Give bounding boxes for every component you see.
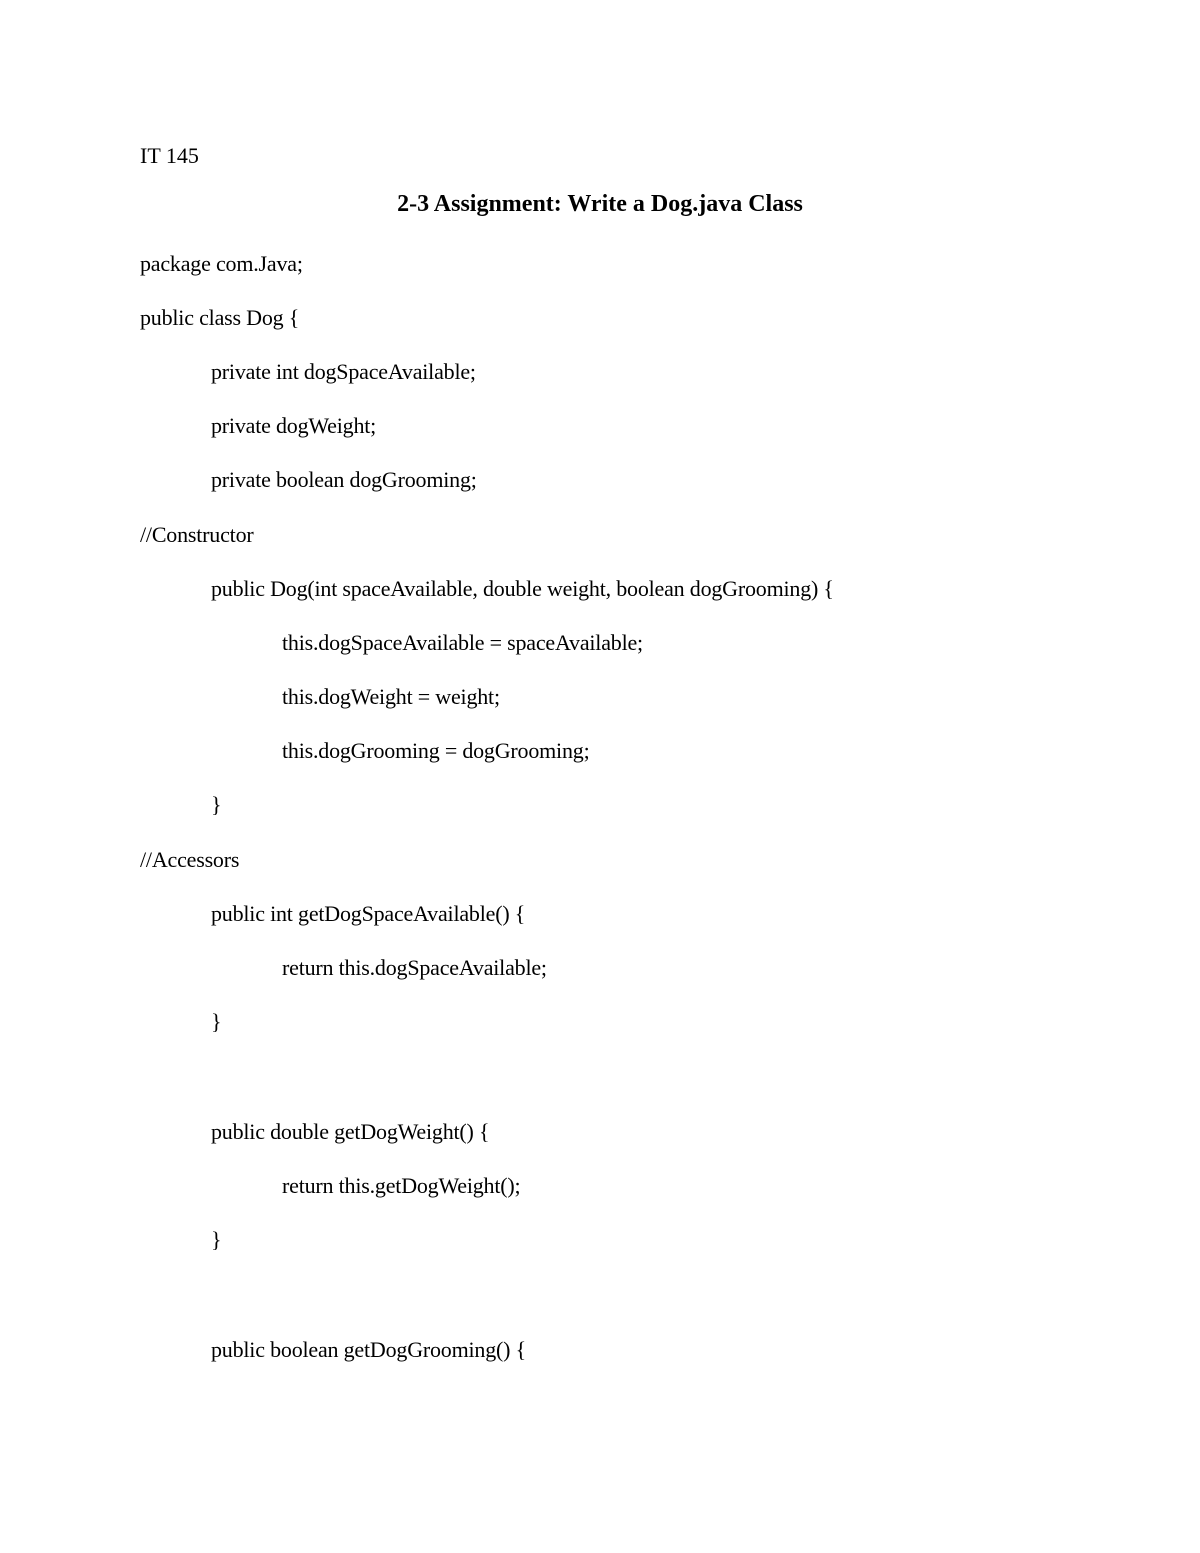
code-line-assign-weight: this.dogWeight = weight; — [282, 684, 500, 709]
code-line-close-getter-weight: } — [211, 1227, 222, 1252]
page-title: 2-3 Assignment: Write a Dog.java Class — [397, 191, 803, 217]
code-line-constructor-signature: public Dog(int spaceAvailable, double weight, boolean dogGrooming) { — [211, 576, 834, 601]
code-comment-constructor: //Constructor — [140, 522, 254, 547]
course-code: IT 145 — [140, 143, 199, 168]
code-line-return-space: return this.dogSpaceAvailable; — [282, 955, 547, 980]
code-line-close-getter-space: } — [211, 1009, 222, 1034]
code-line-assign-grooming: this.dogGrooming = dogGrooming; — [282, 738, 590, 763]
code-line-close-constructor: } — [211, 792, 222, 817]
code-line-getter-weight-signature: public double getDogWeight() { — [211, 1119, 490, 1144]
code-comment-accessors: //Accessors — [140, 847, 240, 872]
code-line-field-grooming: private boolean dogGrooming; — [211, 467, 477, 492]
code-line-class-declaration: public class Dog { — [140, 305, 300, 330]
code-line-getter-space-signature: public int getDogSpaceAvailable() { — [211, 901, 526, 926]
code-line-getter-grooming-signature: public boolean getDogGrooming() { — [211, 1337, 526, 1362]
code-line-assign-space: this.dogSpaceAvailable = spaceAvailable; — [282, 630, 643, 655]
code-line-field-weight: private dogWeight; — [211, 413, 377, 438]
code-line-field-space: private int dogSpaceAvailable; — [211, 359, 476, 384]
code-line-return-weight: return this.getDogWeight(); — [282, 1173, 521, 1198]
code-line-package: package com.Java; — [140, 251, 303, 276]
